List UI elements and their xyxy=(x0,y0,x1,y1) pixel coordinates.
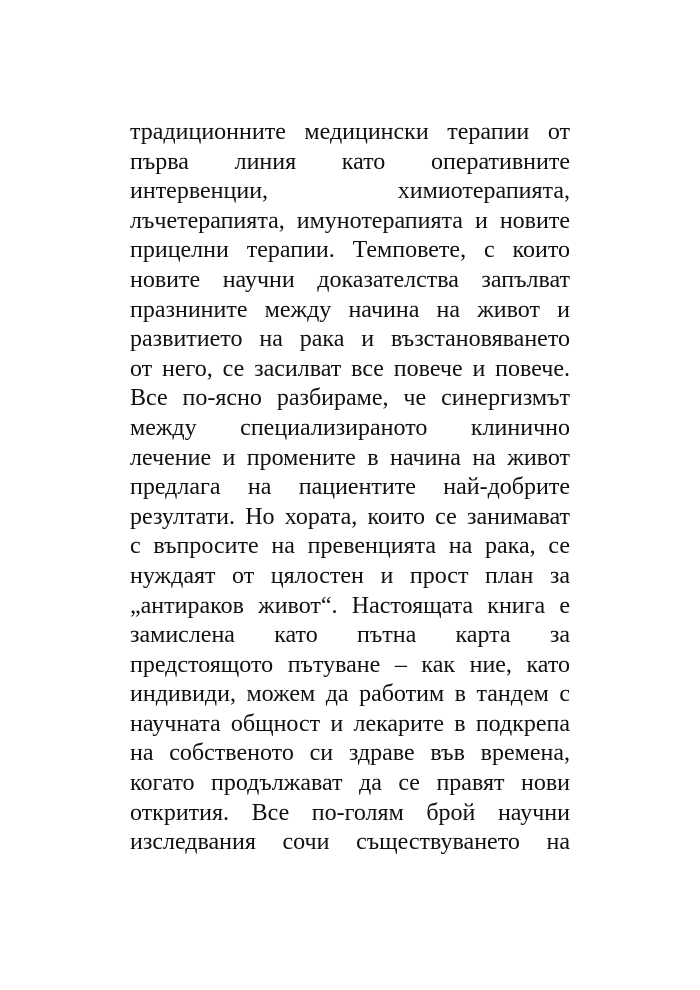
text-line: на собственото си здраве във времена, xyxy=(130,740,570,767)
text-line: прицелни терапии. Темповете, с които xyxy=(130,237,570,264)
text-line: изследвания сочи съществуването на xyxy=(130,829,570,856)
text-line: „антираков живот“. Настоящата книга е xyxy=(130,592,570,619)
text-line: лечение и промените в начина на живот xyxy=(130,444,570,471)
text-line: развитието на рака и възстановяването xyxy=(130,326,570,353)
text-line: интервенции, химиотерапията, xyxy=(130,178,570,205)
text-line: когато продължават да се правят нови xyxy=(130,770,570,797)
text-line: първа линия като оперативните xyxy=(130,148,570,175)
text-line: научната общност и лекарите в подкрепа xyxy=(130,710,570,737)
text-line: празнините между начина на живот и xyxy=(130,296,570,323)
text-line: новите научни доказателства запълват xyxy=(130,266,570,293)
text-line: традиционните медицински терапии от xyxy=(130,119,570,145)
text-line: нуждаят от цялостен и прост план за xyxy=(130,562,570,589)
text-line: Все по-ясно разбираме, че синергизмът xyxy=(130,385,570,412)
text-line: индивиди, можем да работим в тандем с xyxy=(130,681,570,708)
text-line: резултати. Но хората, които се занимават xyxy=(130,503,570,530)
body-text xyxy=(130,118,570,858)
text-line: замислена като пътна карта за xyxy=(130,622,570,649)
text-line: предлага на пациентите най-добрите xyxy=(130,474,570,501)
text-line: предстоящото пътуване – как ние, като xyxy=(130,651,570,678)
text-line: с въпросите на превенцията на рака, се xyxy=(130,533,570,560)
text-line: от него, се засилват все повече и повече. xyxy=(130,355,570,382)
text-line: лъчетерапията, имунотерапията и новите xyxy=(130,207,570,234)
text-line: между специализираното клинично xyxy=(130,414,570,441)
text-line: открития. Все по-голям брой научни xyxy=(130,799,570,826)
